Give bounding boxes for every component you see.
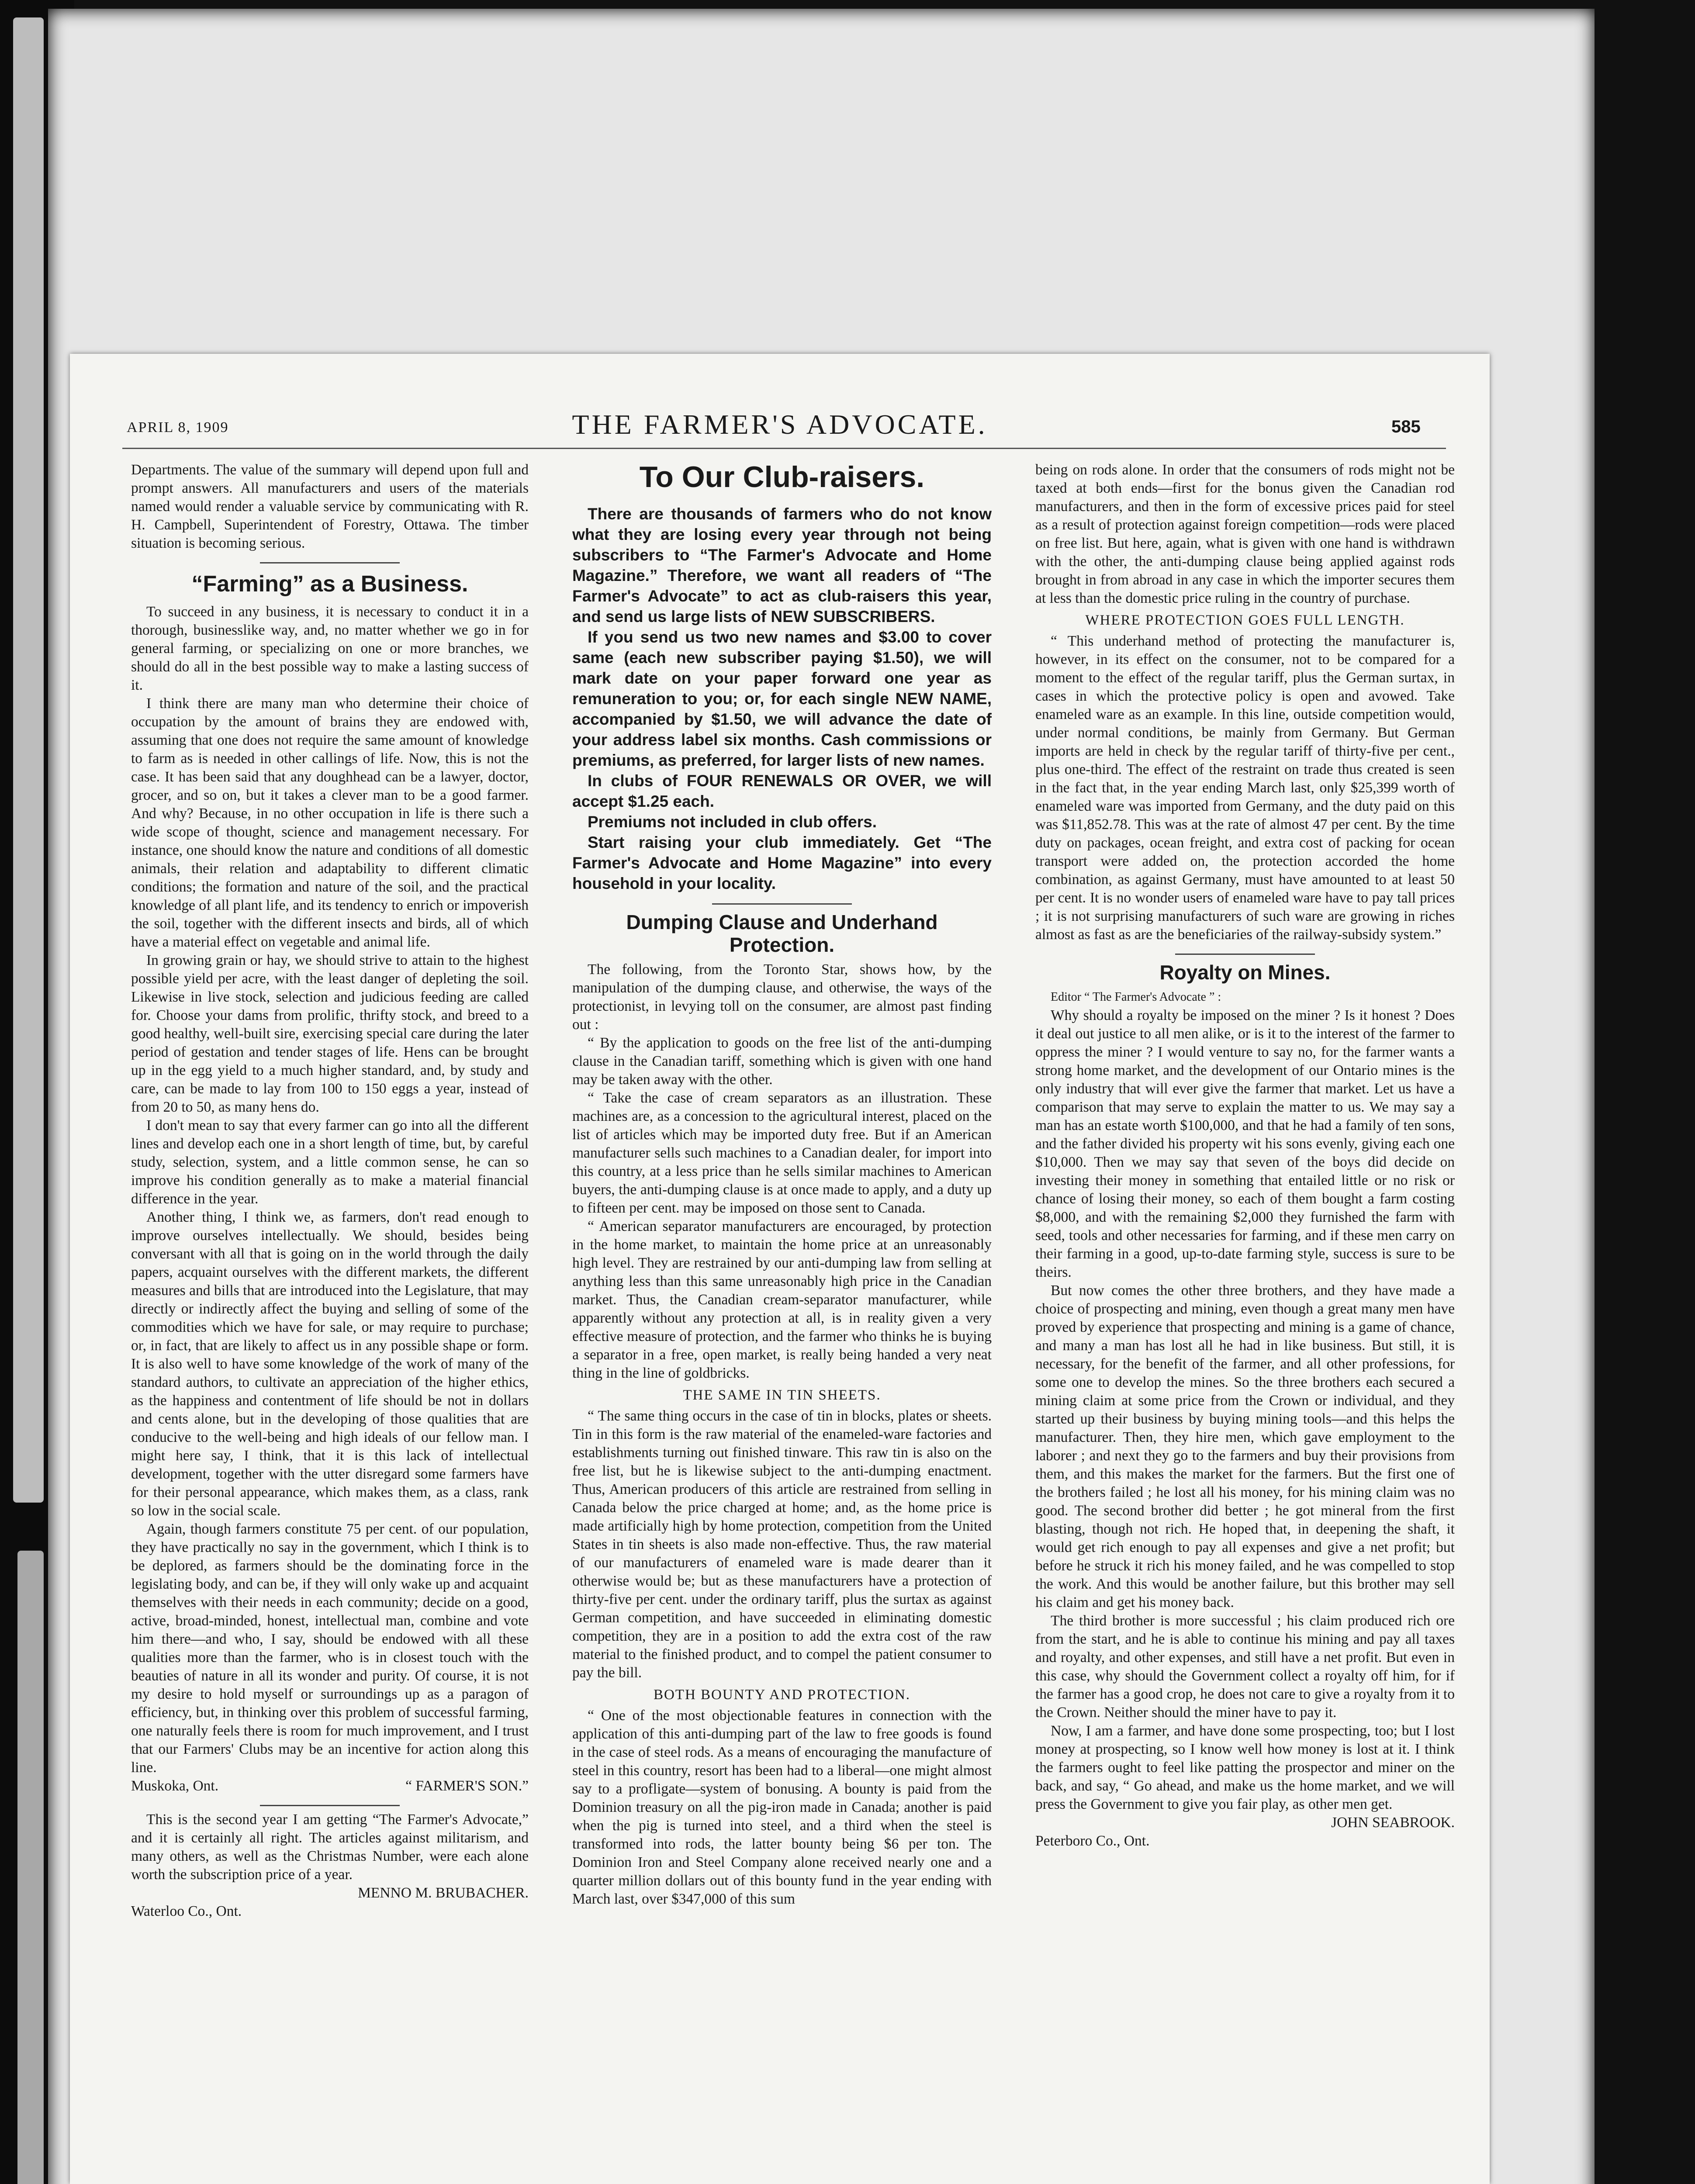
column-right bbox=[1035, 461, 1455, 1850]
section-divider bbox=[260, 1805, 400, 1806]
club-paragraph: If you send us two new names and $3.00 to cover same (each new subscriber paying $1.50), we will mark date on your paper forward one year as remuneration to you; or, for each single NEW NAME, accompanied by $1.50, we will advance the date of your address label six months. Cash commissions or premiums, as preferred, for larger lists of new names. bbox=[572, 628, 992, 769]
article-paragraph: “ Take the case of cream separators as an illustration. These machines are, as a concession to the agricultural interest, placed on the list of articles which may be imported duty free. But if an American manufacturer sells such machines to a Canadian dealer, for import into this country, at a less price than he sells similar machines to American buyers, the anti-dumping clause is at once made to apply, and a duty up to fifteen per cent. may be imposed on those sent to Canada. bbox=[572, 1090, 992, 1216]
royalty-heading: Royalty on Mines. bbox=[1159, 961, 1331, 984]
letter-author: JOHN SEABROOK. bbox=[1331, 1814, 1455, 1831]
article-paragraph: The following, from the Toronto Star, shows how, by the manipulation of the dumping clause, and otherwise, the ways of the protectionist, in levying toll on the consumer, are almost past finding out : bbox=[572, 961, 992, 1033]
signoff-place: Muskoka, Ont. bbox=[131, 1778, 219, 1794]
club-paragraph: Premiums not included in club offers. bbox=[588, 813, 877, 831]
subheading-bounty: BOTH BOUNTY AND PROTECTION. bbox=[653, 1687, 911, 1703]
letter-place: Peterboro Co., Ont. bbox=[1035, 1833, 1150, 1849]
club-paragraph: Start raising your club immediately. Get “The Farmer's Advocate and Home Magazine” into every household in your locality. bbox=[572, 833, 992, 892]
farming-heading: “Farming” as a Business. bbox=[191, 571, 468, 597]
section-divider bbox=[1175, 954, 1315, 955]
letter-paragraph: Now, I am a farmer, and have done some prospecting, too; but I lost money at prospecting, so I know well how money is lost at it. I think the farmers ought to feel like patting the prospector and miner on the back, and say, “ Go ahead, and make us the home market, and we will press the Government to give you fair play, as other men get. bbox=[1035, 1723, 1455, 1812]
header-rule bbox=[122, 448, 1446, 449]
column-middle bbox=[572, 461, 992, 1908]
article-paragraph: I don't mean to say that every farmer can go into all the different lines and develop each one in a short length of time, but, by careful study, selection, system, and a little common sense, he can so improve his condition generally as to make a material financial difference in the year. bbox=[131, 1117, 529, 1207]
running-date: APRIL 8, 1909 bbox=[127, 419, 229, 435]
article-paragraph: “ One of the most objectionable features in connection with the application of this anti-dumping part of the law to free goods is found in the case of steel rods. As a means of encouraging the manufacture of steel in this country, resort has been had to a liberal—one might almost say to a profligate—system of bonusing. A bounty is paid from the Dominion treasury on all the pig-iron made in Canada; another is paid when the pig is turned into steel, and a third when the steel is transformed into rods, the latter bounty being $6 per ton. The Dominion Iron and Steel Company alone received nearly one and a quarter million dollars out of this bounty fund in the year ending with March last, over $347,000 of this sum bbox=[572, 1707, 992, 1907]
letter-paragraph: But now comes the other three brothers, and they have made a choice of prospecting and mining, even though a great many men have proved by experience that prospecting and mining is a game of chance, and many a man has lost all he had in like business. But still, it is necessary, for the benefit of the farmer, and all other professions, for some one to develop the mines. So the three brothers each secured a mining claim at some price from the Crown or individual, and they started up their business by buying mining tools—and this helps the manufacturer. Then, they hire men, which gave employment to the laborer ; and next they go to the farmers and buy their provisions from them, and this makes the market for the farmers. But the first one of the brothers failed ; he lost all his money, for his mining claim was no good. The second brother did better ; he got mineral from the first blasting, though not rich. He hoped that, in deepening the shaft, it would get rich enough to pay all expenses and give a net profit; but before he struck it rich his money failed, and he was compelled to stop the work. And this would be another failure, but this brother may sell his claim and get his money back. bbox=[1035, 1282, 1455, 1610]
article-paragraph: In growing grain or hay, we should strive to attain to the highest possible yield per acre, with the least danger of depleting the soil. Likewise in live stock, selection and judicious feeding are called for. Choose your dams from prolific, thrifty stock, and breed to a good healthy, well-built sire, exercising special care during the later period of gestation and tender stages of life. Hens can be brought up in the egg yield to a much higher standard, and, by study and care, can be made to lay from 100 to 150 eggs a year, instead of from 20 to 50, as many hens do. bbox=[131, 952, 529, 1115]
article-paragraph: “ American separator manufacturers are encouraged, by protection in the home market, to maintain the home price at an unreasonably high level. They are restrained by our anti-dumping law from selling at anything less than this same unreasonably high price in the Canadian market. Thus, the Canadian cream-separator manufacturer, while apparently without any protection at all, is in reality given a very effective measure of protection, and the farmer who thinks he is buying a separator in a free, open market, is really being handed a very neat thing in the line of goldbricks. bbox=[572, 1218, 992, 1381]
film-edge-strip bbox=[13, 17, 44, 1503]
article-paragraph: Another thing, I think we, as farmers, don't read enough to improve ourselves intellectually. We should, besides being conversant with all that is going on in the world through the daily papers, acquaint ourselves with the different markets, the different measures and bills that are introduced into the Legislature, that may directly or indirectly affect the buying and selling of some of the commodities which we have for sale, or may require to purchase; or, in fact, that are likely to affect us in any possible shape or form. It is also well to have some knowledge of the work of many of the standard authors, to cultivate an appreciation of the higher ethics, as the happiness and contentment of life should be not in dollars and cents alone, but in the developing of those qualities that are conducive to the well-being and high ideals of our fellow man. I might here say, I think, that it is this lack of intellectual development, together with the utter disregard some farmers have for their personal appearance, which makes them, as a class, rank so low in the social scale. bbox=[131, 1209, 529, 1519]
farming-signoff bbox=[131, 1777, 529, 1795]
section-divider bbox=[260, 562, 400, 563]
article-paragraph: “ The same thing occurs in the case of tin in blocks, plates or sheets. Tin in this form is the raw material of the enameled-ware factories and establishments turning out finished tinware. This raw tin is also on the free list, but he is likewise subject to the anti-dumping enactment. Thus, American producers of this article are restrained from selling in Canada below the price charged at home; and, as the home price is made artificially high by home protection, competition from the United States in tin sheets is also made non-effective. Thus, the raw material of our manufacturers of enameled ware is made dearer than it otherwise would be; but as these manufacturers have a protection of thirty-five per cent. under the ordinary tariff, plus the surtax as against German competition, and have succeeded in eliminating domestic competition, they are in a position to add the extra cost of the raw material to the finished product, and to compel the patient consumer to pay the bill. bbox=[572, 1408, 992, 1681]
club-paragraph: There are thousands of farmers who do not know what they are losing every year through not being subscribers to “The Farmer's Advocate and Home Magazine.” Therefore, we want all readers of “The Farmer's Advocate” to act as club-raisers this year, and send us large lists of NEW SUBSCRIBERS. bbox=[572, 505, 992, 625]
subheading-where: WHERE PROTECTION GOES FULL LENGTH. bbox=[1085, 612, 1405, 628]
letter-paragraph: This is the second year I am getting “The Farmer's Advocate,” and it is certainly all right. The articles against militarism, and many others, as well as the Christmas Number, were each alone worth the subscription price of a year. bbox=[131, 1811, 529, 1883]
article-paragraph: being on rods alone. In order that the consumers of rods might not be taxed at both ends—first for the bonus given the Canadian rod manufacturers, and then in the form of excessive prices paid for steel as a result of protection against foreign competition—rods were placed on free list. But here, again, what is given with one hand is withdrawn with the other, the anti-dumping clause being applied against rods brought in from abroad in any case in which the importer secures them at less than the domestic price ruling in the country of purchase. bbox=[1035, 462, 1455, 606]
page-number: 585 bbox=[1391, 417, 1421, 436]
article-paragraph: To succeed in any business, it is necessary to conduct it in a thorough, businesslike way, and, no matter whether we go in for general farming, or specializing on one or more branches, we should do all in the best possible way to make a lasting success of it. bbox=[131, 604, 529, 693]
letter-paragraph: Why should a royalty be imposed on the miner ? Is it honest ? Does it deal out justice to all men alike, or is it to the interest of the farmer to oppress the miner ? I would venture to say no, for the farmer wants a strong home market, and the development of our Ontario mines is the only industry that will ever give the farmer that market. Let us have a comparison that may serve to explain the matter to us. We may say a man has an estate worth $100,000, and that he had a family of ten sons, and the father divided his property wit his sons evenly, giving each one $10,000. Then we may say that seven of the boys did decide on investing their money in something that entailed little or no risk or chance of losing their money, so each of them bought a farm costing $8,000, and with the remaining $2,000 they furnished the farm with seed, tools and other necessaries for farming, and if these men carry on their farming in a good, up-to-date farming style, success is sure to be theirs. bbox=[1035, 1007, 1455, 1280]
letter-paragraph: The third brother is more successful ; his claim produced rich ore from the start, and he is able to continue his mining and pay all taxes and royalty, and other expenses, and still have a net profit. But even in this case, why should the Government collect a royalty off him, for if the farmer has a good crop, he does not care to give a royalty from it to the Crown. Neither should the miner have to pay it. bbox=[1035, 1613, 1455, 1721]
column-left bbox=[131, 461, 529, 1921]
letter-place: Waterloo Co., Ont. bbox=[131, 1903, 242, 1919]
editor-line: Editor “ The Farmer's Advocate ” : bbox=[1051, 990, 1221, 1004]
running-title: THE FARMER'S ADVOCATE. bbox=[572, 409, 988, 440]
article-paragraph: I think there are many man who determine their choice of occupation by the amount of brains they are endowed with, assuming that one does not require the same amount of knowledge to farm as is needed in other callings of life. Now, this is not the case. It has been said that any doughhead can be a lawyer, doctor, grocer, and so on, but it takes a clever man to be a good farmer. And why? Because, in no other occupation in life is there such a wide scope of thought, science and management necessary. For instance, one should know the nature and conditions of all domestic animals, their relation and adaptability to different climatic conditions; the formation and nature of the soil, and the practical knowledge of all plant life, and its tendency to enrich or impoverish the soil, together with the different insects and birds, all of which have a material effect on vegetable and animal life. bbox=[131, 695, 529, 950]
club-raisers-notice bbox=[572, 461, 992, 894]
club-paragraph: In clubs of FOUR RENEWALS OR OVER, we will accept $1.25 each. bbox=[572, 772, 992, 810]
article-paragraph: “ By the application to goods on the free list of the anti-dumping clause in the Canadian tariff, something which is given with one hand may be taken away with the other. bbox=[572, 1035, 992, 1088]
article-paragraph: Again, though farmers constitute 75 per cent. of our population, they have practically no say in the government, which I think is to be deplored, as farmers should be the dominating force in the legislating body, and can be, if they will only wake up and acquaint themselves with their needs in each community; decide on a good, active, broad-minded, honest, intellectual man, combine and vote him there—and who, I say, should be endowed with all these qualities more than the farmer, who is in closest touch with the beauties of nature in all its wonder and purity. Of course, it is not my desire to hold myself or surroundings up as a paragon of efficiency, but, in thinking over this problem of successful farming, one naturally feels there is room for much improvement, and I trust that our Farmers' Clubs may be an incentive for action along this line. bbox=[131, 1521, 529, 1776]
newspaper-page bbox=[70, 354, 1490, 2184]
dumping-heading: Dumping Clause and Underhand Protection. bbox=[626, 911, 938, 956]
intro-paragraph: Departments. The value of the summary will depend upon full and prompt answers. All manufacturers and users of the materials named would render a valuable service by communicating with R. H. Campbell, Superintendent of Forestry, Ottawa. The timber situation is becoming serious. bbox=[131, 462, 529, 551]
section-divider bbox=[712, 903, 852, 905]
film-edge-strip-lower bbox=[17, 1551, 44, 2184]
letter-author: MENNO M. BRUBACHER. bbox=[358, 1885, 529, 1901]
club-heading: To Our Club-raisers. bbox=[639, 460, 925, 494]
signoff-author: “ FARMER'S SON.” bbox=[405, 1778, 529, 1794]
subheading-tin: THE SAME IN TIN SHEETS. bbox=[683, 1387, 881, 1403]
article-paragraph: “ This underhand method of protecting the manufacturer is, however, in its effect on the consumer, not to be compared for a moment to the effect of the regular tariff, plus the German surtax, in cases in which the protective policy is open and avowed. Take enameled ware as an example. In this line, outside competition would, under normal conditions, be mainly from Germany. But German imports are held in check by the regular tariff of thirty-five per cent., plus one-third. The effect of the restraint on trade thus created is seen in the fact that, in the year ending March last, only $25,399 worth of enameled ware was imported from Germany, and the duty paid on this was $11,852.78. This was at the rate of almost 47 per cent. By the time duty on packages, ocean freight, and extra cost of packing for ocean transport were added on, the protection accorded the home combination, as against Germany, must have amounted to at least 50 per cent. It is no wonder users of enameled ware have to pay tall prices ; it is not surprising manufacturers of such ware are growing in riches almost as fast as are the beneficiaries of the railway-subsidy system.” bbox=[1035, 633, 1455, 943]
